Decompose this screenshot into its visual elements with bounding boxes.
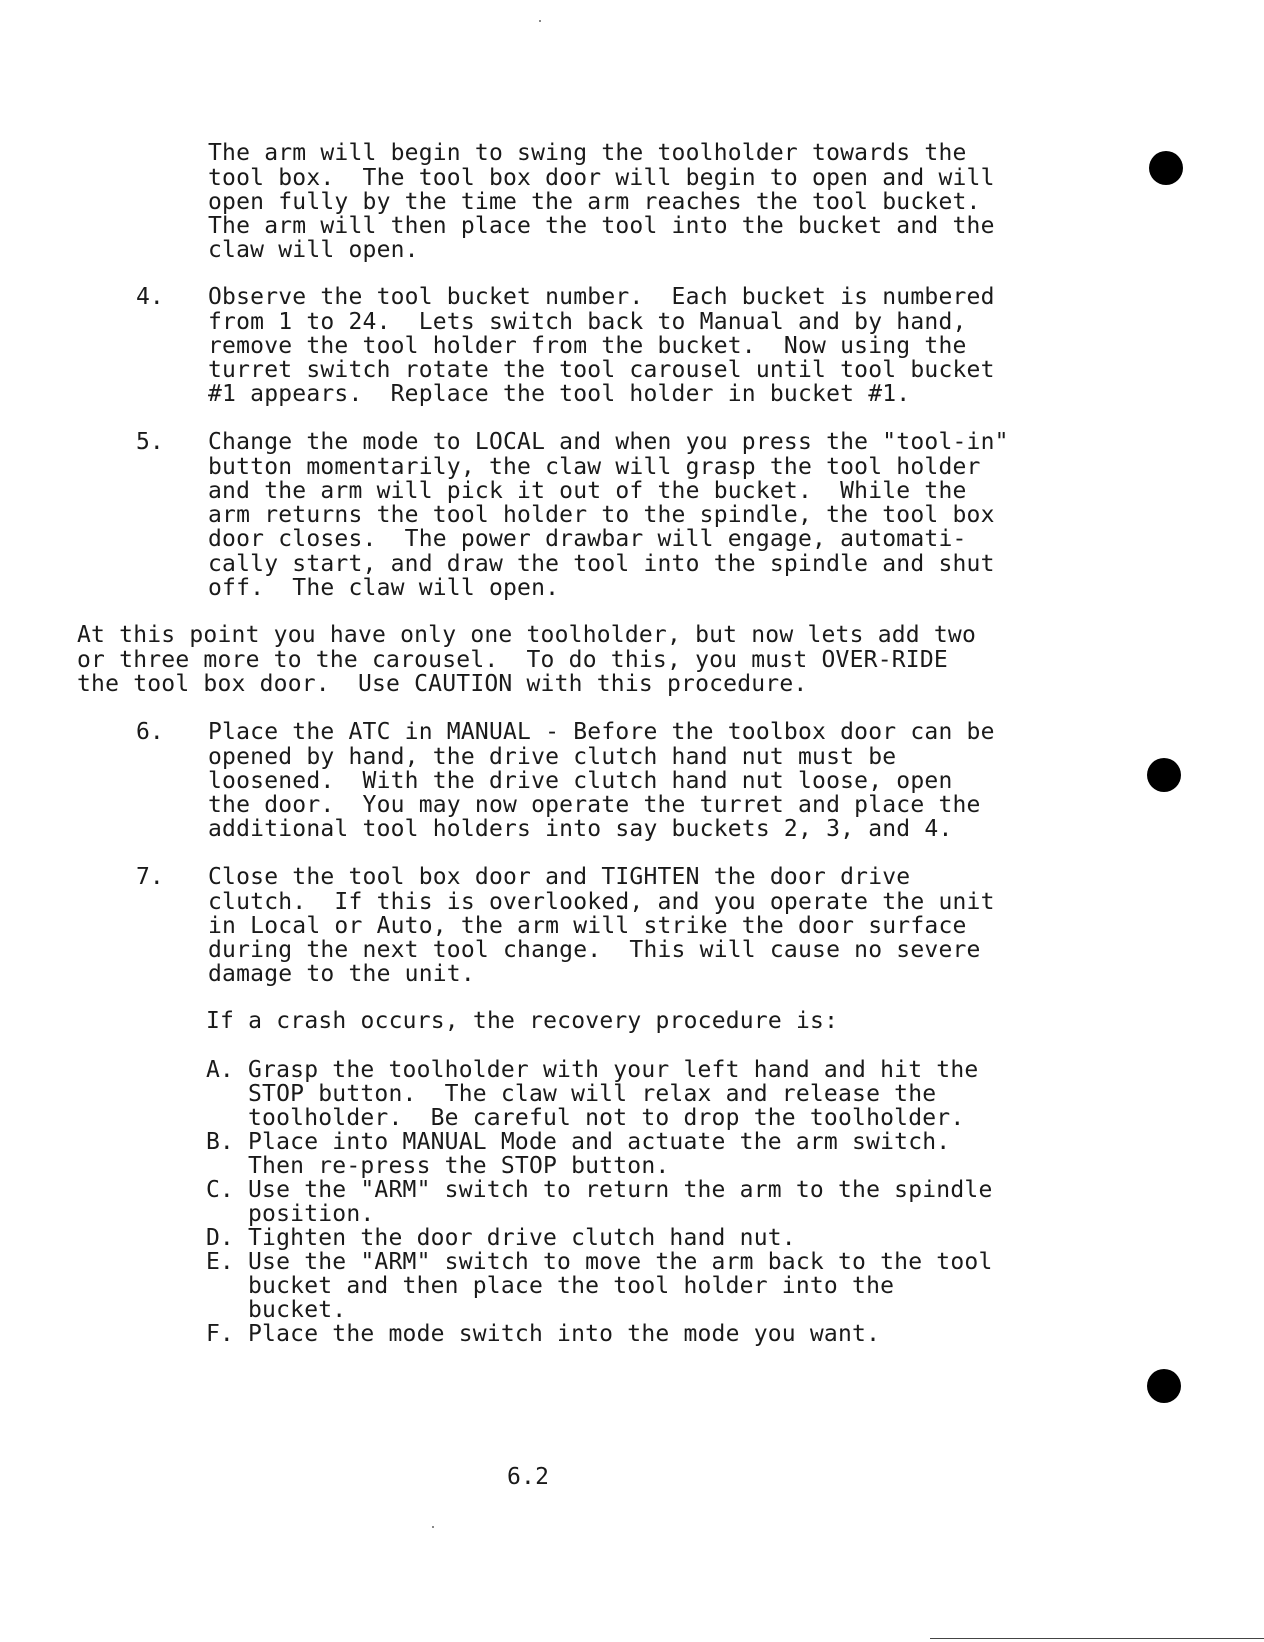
binder-hole-middle xyxy=(1147,758,1181,792)
recovery-intro: If a crash occurs, the recovery procedure is: xyxy=(206,1008,839,1034)
text-line: The arm will then place the tool into the bucket and the xyxy=(208,213,995,239)
text-line: from 1 to 24. Lets switch back to Manual and by hand, xyxy=(208,309,967,335)
step-number: 6. xyxy=(136,719,164,745)
text-line: cally start, and draw the tool into the spindle and shut xyxy=(208,551,995,577)
text-line: during the next tool change. This will cause no severe xyxy=(208,937,981,963)
text-line: turret switch rotate the tool carousel until tool bucket xyxy=(208,357,995,383)
text-line: Use the "ARM" switch to return the arm to the spindle xyxy=(248,1177,993,1203)
text-line: Place into MANUAL Mode and actuate the arm switch. xyxy=(248,1129,951,1155)
text-line: Place the mode switch into the mode you want. xyxy=(248,1321,881,1347)
step-number: 5. xyxy=(136,429,164,455)
step-letter: A. xyxy=(206,1057,234,1083)
step-letter: C. xyxy=(206,1177,234,1203)
text-line: in Local or Auto, the arm will strike the door surface xyxy=(208,913,967,939)
text-line: Use the "ARM" switch to move the arm back to the tool xyxy=(248,1249,993,1275)
text-line: loosened. With the drive clutch hand nut loose, open xyxy=(208,768,953,794)
text-line: Close the tool box door and TIGHTEN the door drive xyxy=(208,864,911,890)
binder-hole-bottom xyxy=(1147,1369,1181,1403)
step-letter: E. xyxy=(206,1249,234,1275)
page-number: 6.2 xyxy=(507,1464,550,1490)
text-line: arm returns the tool holder to the spindle, the tool box xyxy=(208,502,995,528)
text-line: bucket. xyxy=(248,1297,347,1323)
scan-edge-line xyxy=(930,1638,1264,1639)
text-line: button momentarily, the claw will grasp the tool holder xyxy=(208,454,981,480)
text-line: clutch. If this is overlooked, and you operate the unit xyxy=(208,889,995,915)
scan-speck xyxy=(432,1526,434,1528)
text-line: toolholder. Be careful not to drop the toolholder. xyxy=(248,1105,965,1131)
step-number: 4. xyxy=(136,284,164,310)
text-line: tool box. The tool box door will begin to open and will xyxy=(208,165,995,191)
text-line: Then re-press the STOP button. xyxy=(248,1153,670,1179)
text-line: position. xyxy=(248,1201,375,1227)
text-line: The arm will begin to swing the toolholder towards the xyxy=(208,140,967,166)
text-line: bucket and then place the tool holder into the xyxy=(248,1273,895,1299)
scan-speck xyxy=(539,20,541,22)
text-line: Tighten the door drive clutch hand nut. xyxy=(248,1225,796,1251)
text-line: door closes. The power drawbar will engage, automati- xyxy=(208,526,967,552)
text-line: off. The claw will open. xyxy=(208,575,560,601)
text-line: Observe the tool bucket number. Each bucket is numbered xyxy=(208,284,995,310)
text-line: open fully by the time the arm reaches the tool bucket. xyxy=(208,189,981,215)
text-line: the tool box door. Use CAUTION with this procedure. xyxy=(77,671,808,697)
text-line: At this point you have only one toolholder, but now lets add two xyxy=(77,622,977,648)
text-line: Change the mode to LOCAL and when you press the "tool-in" xyxy=(208,429,1009,455)
text-line: opened by hand, the drive clutch hand nut must be xyxy=(208,744,897,770)
text-line: the door. You may now operate the turret and place the xyxy=(208,792,981,818)
text-line: STOP button. The claw will relax and release the xyxy=(248,1081,937,1107)
text-line: claw will open. xyxy=(208,237,419,263)
step-letter: F. xyxy=(206,1321,234,1347)
step-letter: B. xyxy=(206,1129,234,1155)
text-line: Grasp the toolholder with your left hand and hit the xyxy=(248,1057,979,1083)
text-line: remove the tool holder from the bucket. Now using the xyxy=(208,333,967,359)
text-line: additional tool holders into say buckets 2, 3, and 4. xyxy=(208,816,953,842)
text-line: and the arm will pick it out of the bucket. While the xyxy=(208,478,967,504)
text-line: damage to the unit. xyxy=(208,961,475,987)
text-line: Place the ATC in MANUAL - Before the toolbox door can be xyxy=(208,719,995,745)
step-number: 7. xyxy=(136,864,164,890)
text-line: #1 appears. Replace the tool holder in bucket #1. xyxy=(208,381,911,407)
binder-hole-top xyxy=(1149,151,1183,185)
step-letter: D. xyxy=(206,1225,234,1251)
text-line: or three more to the carousel. To do this, you must OVER-RIDE xyxy=(77,647,948,673)
